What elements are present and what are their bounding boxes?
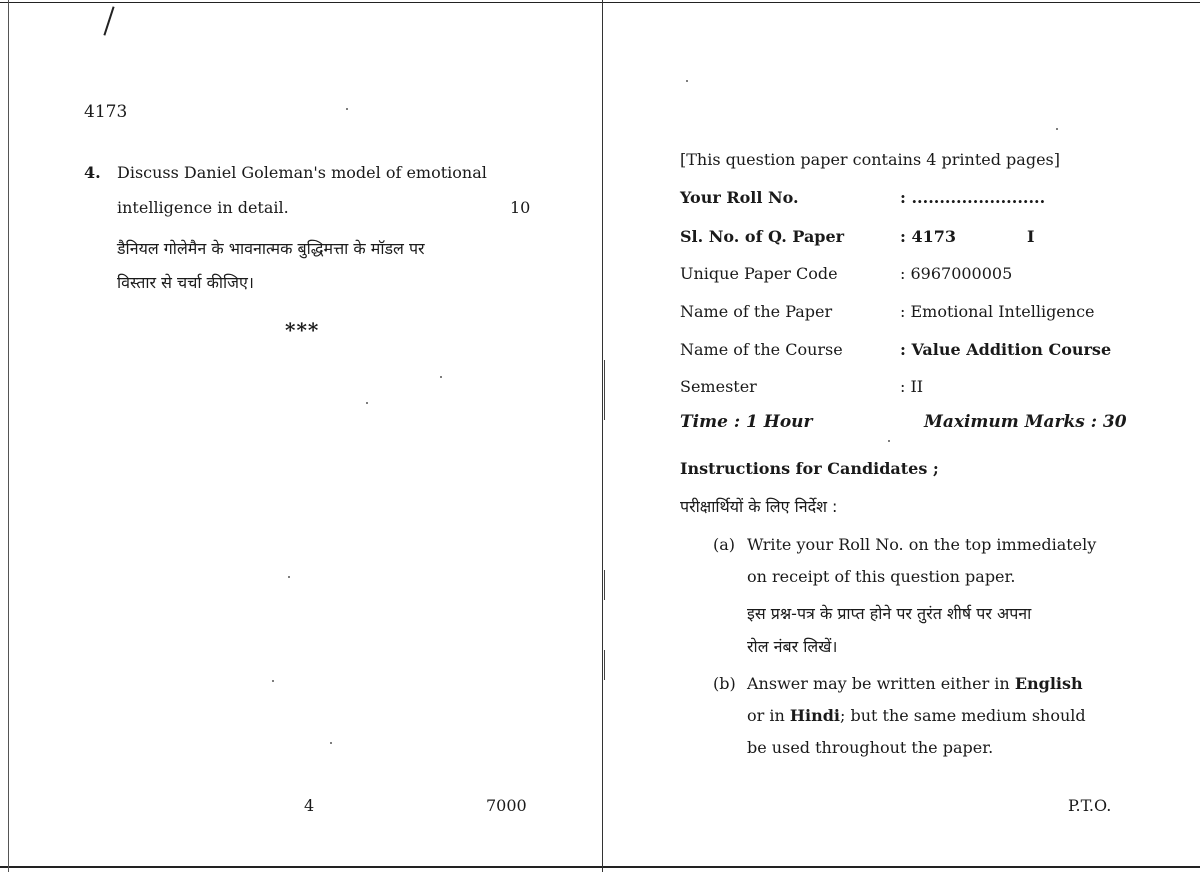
- pen-mark: [103, 6, 114, 35]
- divider-tick: [604, 570, 605, 600]
- question-hindi-line1: डैनियल गोलेमैन के भावनात्मक बुद्धिमत्ता के मॉडल पर: [117, 239, 425, 258]
- paper-name-label: Name of the Paper: [680, 302, 833, 321]
- scan-speck: [1056, 128, 1058, 130]
- scan-speck: [346, 108, 348, 110]
- question-text-line1: Discuss Daniel Goleman's model of emotional: [117, 163, 487, 182]
- paper-name-value: : Emotional Intelligence: [900, 302, 1095, 321]
- serial-no-value: : 4173: [900, 227, 957, 246]
- time-allowed: Time : 1 Hour: [680, 412, 813, 432]
- paper-code-label: Unique Paper Code: [680, 264, 838, 283]
- instruction-a-line1: Write your Roll No. on the top immediately: [747, 535, 1097, 554]
- left-edge-line: [8, 0, 9, 872]
- maximum-marks: Maximum Marks : 30: [924, 412, 1127, 432]
- instruction-b-line1-text: Answer may be written either in: [747, 674, 1015, 693]
- instruction-b-hindi: Hindi: [789, 706, 840, 725]
- roll-no-label: Your Roll No.: [680, 188, 799, 207]
- end-mark: ***: [285, 318, 320, 342]
- bottom-border-line: [0, 866, 1200, 868]
- instructions-heading: Instructions for Candidates ;: [680, 459, 939, 478]
- divider-tick: [604, 360, 605, 420]
- instruction-a-line2: on receipt of this question paper.: [747, 567, 1016, 586]
- scan-speck: [330, 742, 332, 744]
- roll-no-value: : ........................: [900, 188, 1046, 207]
- instruction-b-line2-post: ; but the same medium should: [839, 706, 1086, 725]
- question-marks: 10: [510, 198, 531, 217]
- question-number: 4.: [84, 163, 101, 182]
- question-text-line2: intelligence in detail.: [117, 198, 289, 217]
- instruction-b-english: English: [1014, 674, 1083, 693]
- instruction-b-label: (b): [713, 674, 736, 693]
- instructions-heading-hindi: परीक्षार्थियों के लिए निर्देश :: [680, 497, 838, 516]
- please-turn-over: P.T.O.: [1068, 796, 1112, 815]
- instruction-b-line2: [747, 706, 1086, 726]
- scan-speck: [440, 376, 442, 378]
- semester-label: Semester: [680, 377, 757, 396]
- page-divider: [602, 0, 603, 872]
- scan-speck: [288, 576, 290, 578]
- instruction-b-line2-pre: or in: [747, 706, 790, 725]
- course-name-label: Name of the Course: [680, 340, 843, 359]
- scan-speck: [888, 440, 890, 442]
- instruction-b-line1: [747, 674, 1083, 694]
- instruction-a-hindi-line1: इस प्रश्न-पत्र के प्राप्त होने पर तुरंत शीर्ष पर अपना: [747, 604, 1032, 623]
- scan-speck: [686, 80, 688, 82]
- serial-no-label: Sl. No. of Q. Paper: [680, 227, 845, 246]
- top-border-line: [0, 2, 1200, 3]
- paper-code: 4173: [84, 102, 128, 122]
- scan-speck: [366, 402, 368, 404]
- footer-page-number: 4: [304, 796, 315, 815]
- instruction-a-label: (a): [713, 535, 736, 554]
- course-name-value: : Value Addition Course: [900, 340, 1112, 359]
- instruction-a-hindi-line2: रोल नंबर लिखें।: [747, 637, 838, 656]
- semester-value: : II: [900, 377, 924, 396]
- footer-copy-count: 7000: [486, 796, 527, 815]
- divider-tick: [604, 650, 605, 680]
- serial-no-extra: I: [1027, 227, 1035, 246]
- instruction-b-line3: be used throughout the paper.: [747, 738, 994, 757]
- paper-code-value: : 6967000005: [900, 264, 1013, 283]
- question-hindi-line2: विस्तार से चर्चा कीजिए।: [117, 273, 254, 292]
- scan-speck: [272, 680, 274, 682]
- header-note: [This question paper contains 4 printed pages]: [680, 150, 1060, 169]
